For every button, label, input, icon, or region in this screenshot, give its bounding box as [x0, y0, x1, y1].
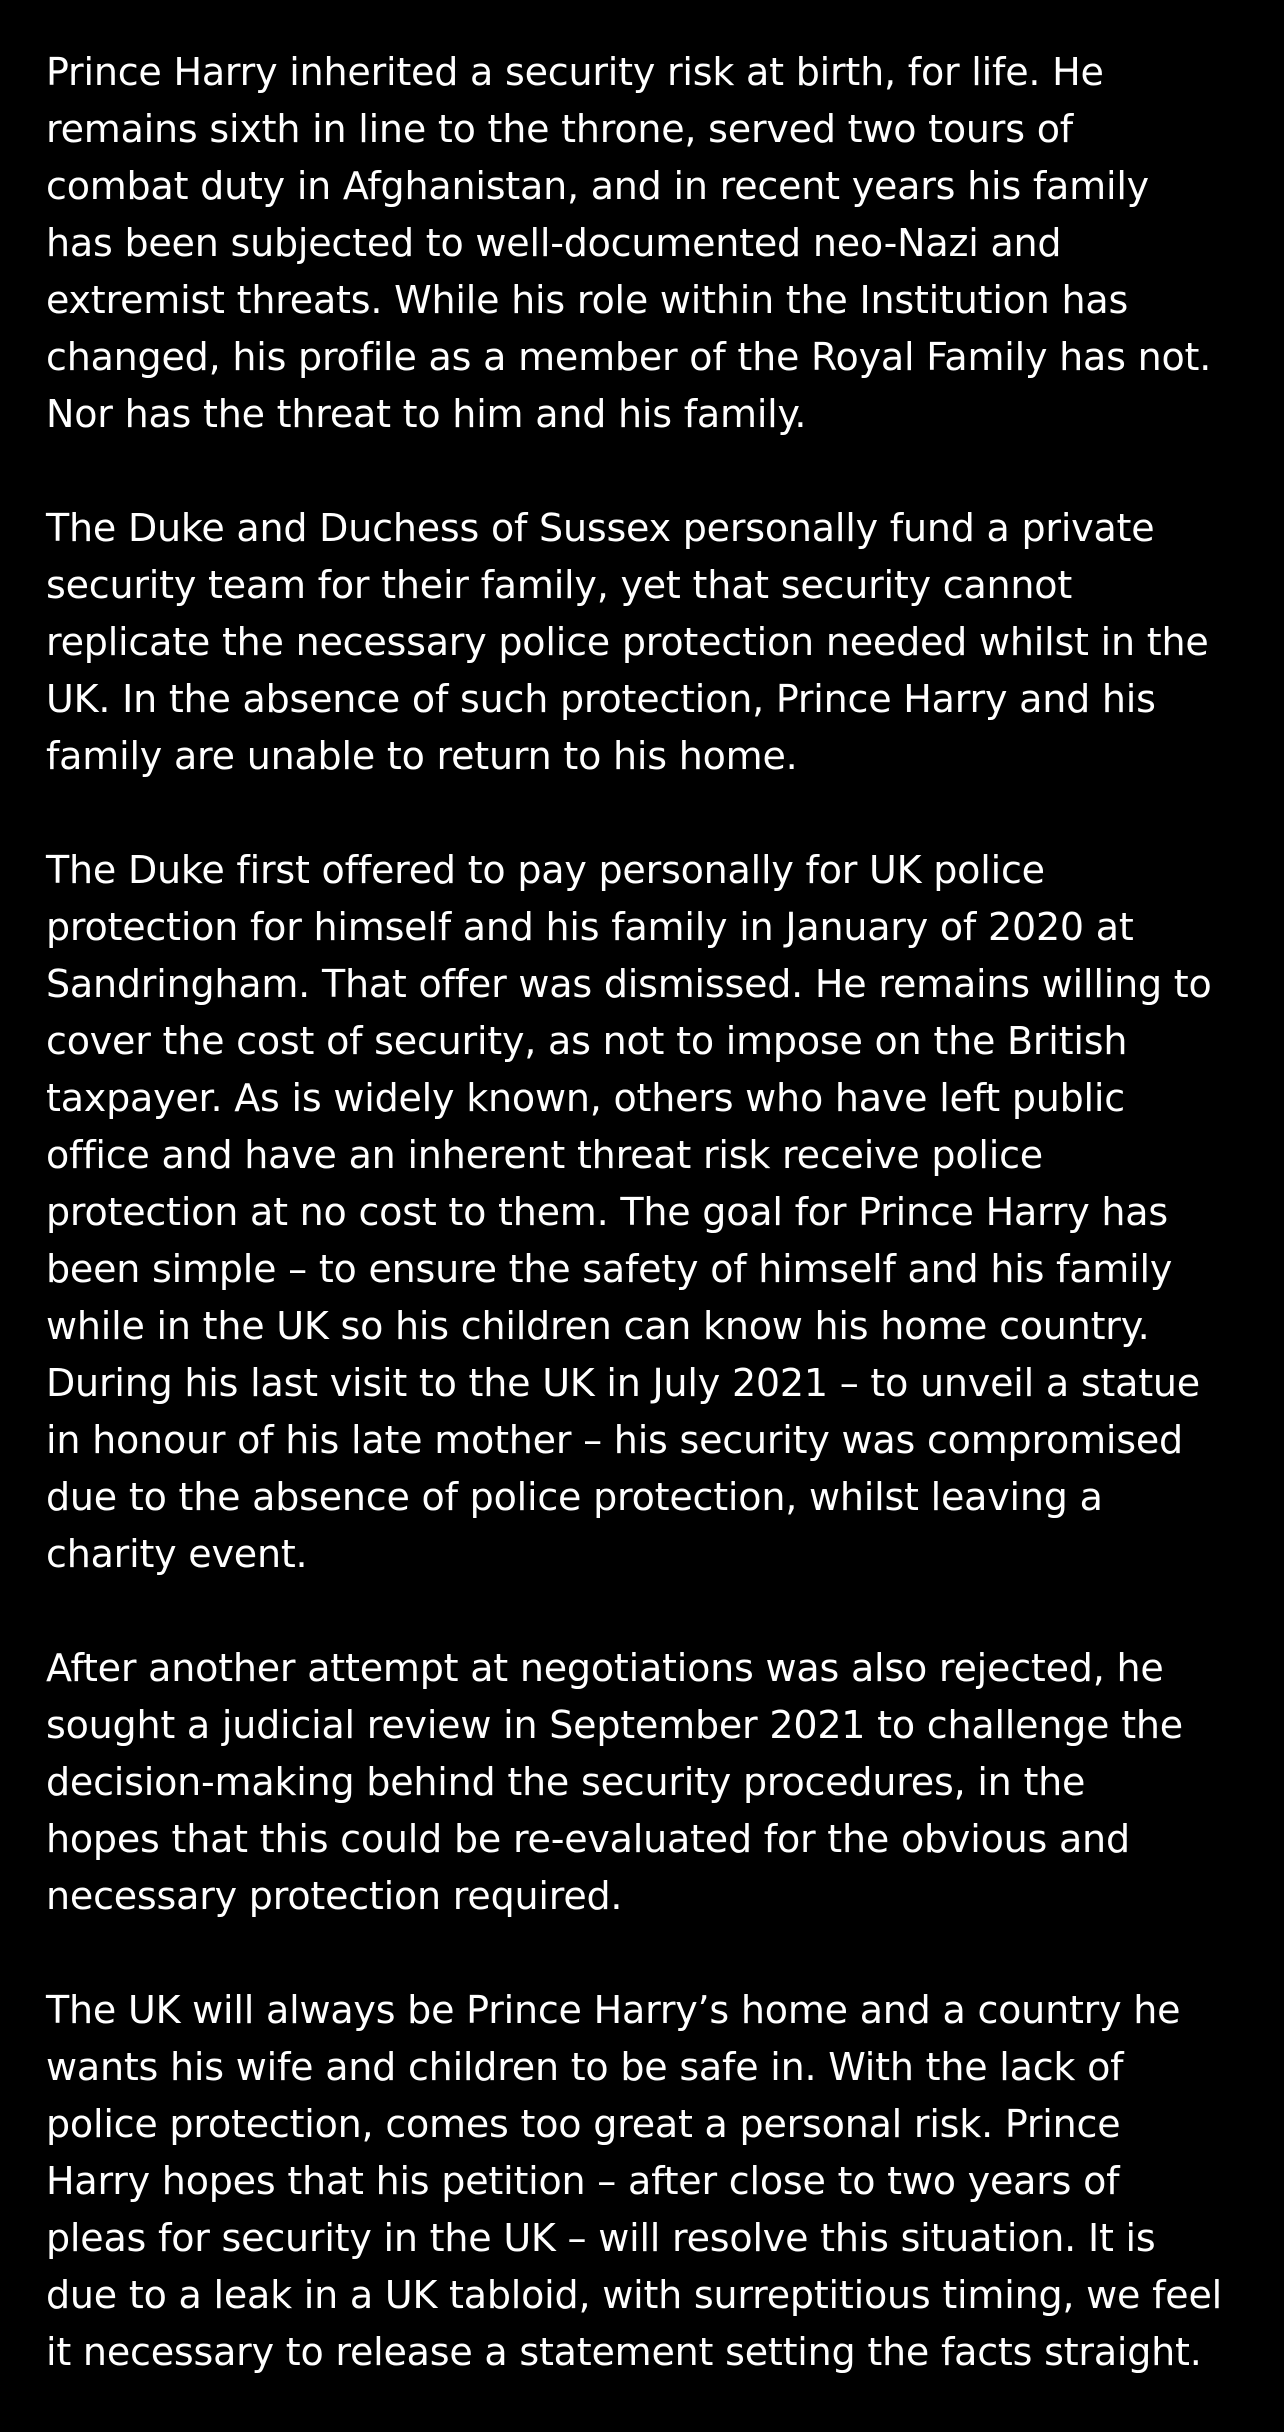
- text-line: extremist threats. While his role within the Institution has: [46, 278, 1129, 322]
- text-line: Harry hopes that his petition – after close to two years of: [46, 2159, 1120, 2203]
- text-line: pleas for security in the UK – will resolve this situation. It is: [46, 2216, 1156, 2260]
- text-line: in honour of his late mother – his security was compromised: [46, 1418, 1183, 1462]
- paragraph-5: [46, 1982, 1238, 2381]
- paragraph-1: [46, 44, 1238, 443]
- text-line: charity event.: [46, 1532, 308, 1576]
- text-line: office and have an inherent threat risk receive police: [46, 1133, 1043, 1177]
- text-line: Nor has the threat to him and his family.: [46, 392, 807, 436]
- text-line: it necessary to release a statement setting the facts straight.: [46, 2330, 1202, 2374]
- text-line: due to a leak in a UK tabloid, with surreptitious timing, we feel: [46, 2273, 1222, 2317]
- text-line: changed, his profile as a member of the Royal Family has not.: [46, 335, 1212, 379]
- text-line: sought a judicial review in September 2021 to challenge the: [46, 1703, 1183, 1747]
- text-line: necessary protection required.: [46, 1874, 623, 1918]
- text-line: hopes that this could be re-evaluated for the obvious and: [46, 1817, 1130, 1861]
- text-line: due to the absence of police protection, whilst leaving a: [46, 1475, 1103, 1519]
- text-line: protection for himself and his family in January of 2020 at: [46, 905, 1134, 949]
- text-line: been simple – to ensure the safety of himself and his family: [46, 1247, 1173, 1291]
- text-line: Prince Harry inherited a security risk at birth, for life. He: [46, 50, 1104, 94]
- text-line: Sandringham. That offer was dismissed. He remains willing to: [46, 962, 1212, 1006]
- paragraph-2: [46, 500, 1238, 785]
- text-line: UK. In the absence of such protection, Prince Harry and his: [46, 677, 1156, 721]
- text-line: while in the UK so his children can know his home country.: [46, 1304, 1150, 1348]
- text-line: After another attempt at negotiations was also rejected, he: [46, 1646, 1164, 1690]
- text-line: remains sixth in line to the throne, served two tours of: [46, 107, 1073, 151]
- text-line: has been subjected to well-documented neo-Nazi and: [46, 221, 1062, 265]
- text-line: wants his wife and children to be safe in. With the lack of: [46, 2045, 1124, 2089]
- text-line: The Duke and Duchess of Sussex personally fund a private: [46, 506, 1155, 550]
- text-line: protection at no cost to them. The goal for Prince Harry has: [46, 1190, 1168, 1234]
- text-line: police protection, comes too great a personal risk. Prince: [46, 2102, 1121, 2146]
- paragraph-3: [46, 842, 1238, 1583]
- paragraph-4: [46, 1640, 1238, 1925]
- text-line: During his last visit to the UK in July 2021 – to unveil a statue: [46, 1361, 1200, 1405]
- text-line: combat duty in Afghanistan, and in recent years his family: [46, 164, 1149, 208]
- text-line: The UK will always be Prince Harry’s home and a country he: [46, 1988, 1181, 2032]
- text-line: decision-making behind the security procedures, in the: [46, 1760, 1086, 1804]
- text-line: The Duke first offered to pay personally for UK police: [46, 848, 1045, 892]
- text-line: replicate the necessary police protection needed whilst in the: [46, 620, 1209, 664]
- text-line: security team for their family, yet that security cannot: [46, 563, 1073, 607]
- text-line: family are unable to return to his home.: [46, 734, 798, 778]
- text-line: cover the cost of security, as not to impose on the British: [46, 1019, 1128, 1063]
- text-line: taxpayer. As is widely known, others who have left public: [46, 1076, 1125, 1120]
